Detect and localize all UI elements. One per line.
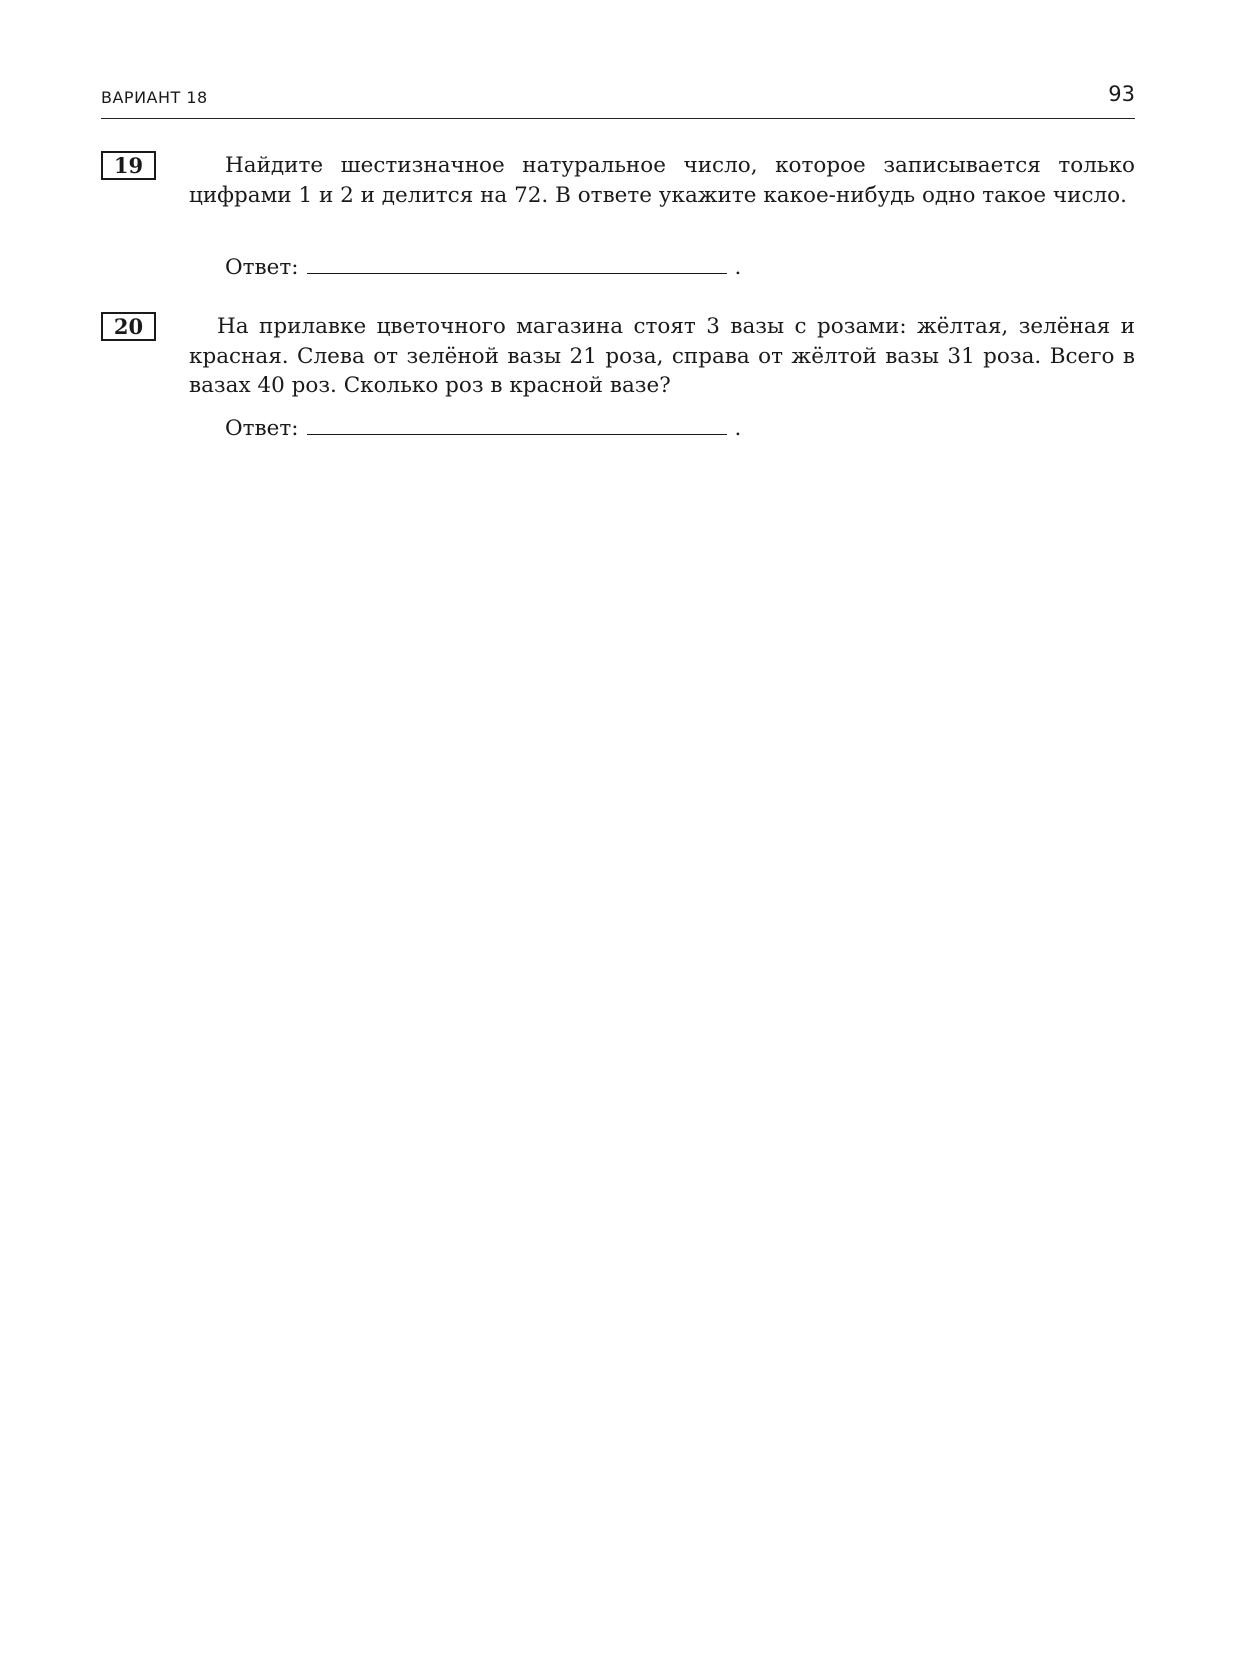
task-text: На прилавке цветочного магазина стоят 3 вазы с розами: жёлтая, зелёная и красная. Слева от зелёной вазы 21 роза, справа от жёлтой вазы 31 роза. Всего в вазах 40 роз. Сколько роз в красной вазе? [189,314,1135,398]
task-number-box: 20 [101,312,156,341]
variant-title: ВАРИАНТ 18 [101,88,208,107]
task-number-box: 19 [101,151,156,180]
answer-end-dot: . [734,255,742,280]
task-text: Найдите шестизначное натуральное число, которое записывается только цифрами 1 и 2 и делится на 72. В ответе укажите какое-нибудь одно такое число. [189,153,1135,208]
answer-row [225,255,741,281]
answer-field[interactable] [307,416,727,435]
answer-row [225,416,741,442]
answer-field[interactable] [307,255,727,274]
page-header [101,80,1135,119]
answer-end-dot: . [734,416,742,441]
answer-label: Ответ: [225,255,299,280]
page-number: 93 [1108,82,1135,106]
answer-label: Ответ: [225,416,299,441]
